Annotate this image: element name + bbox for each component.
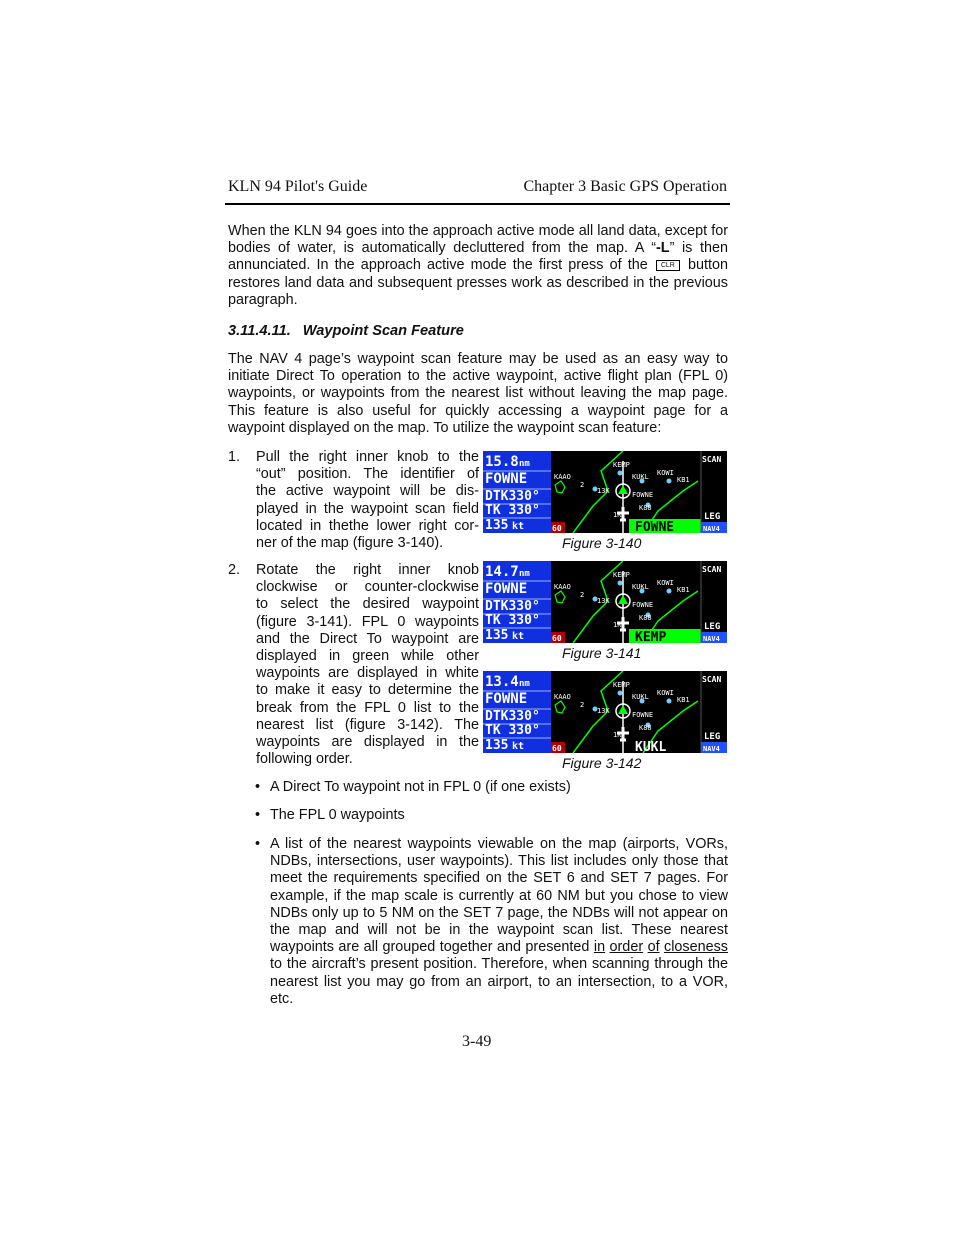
step-1-line: the active waypoint will be dis- [256,483,479,500]
distance-readout: 13.4 [485,674,519,690]
bullet-fpl0: The FPL 0 waypoints [270,807,405,823]
tk-readout: TK 330° [485,723,540,738]
map-label: KAAO [554,473,571,481]
map-label: 13K [597,597,610,605]
map-scale: 60 [552,524,562,533]
intro-bold-annunciation: -L [655,240,670,257]
map-label: 13K [597,487,610,495]
leg-label: LEG [704,732,721,742]
step-2-line: nearest list (figure 3-142). The [256,716,479,733]
map-label: FOWNE [632,601,654,609]
figure-3-141-screen [483,561,727,643]
tk-readout: TK 330° [485,503,540,518]
map-label: 1K [613,731,622,739]
map-label: KUKL [632,583,649,591]
map-label: 2 [580,591,585,599]
step-2-line: waypoints are displayed in the [256,734,479,751]
map-label: KOWI [657,469,674,477]
groundspeed-readout: 135 [485,738,509,753]
airport-icon [618,581,623,586]
dtk-readout: DTK330° [485,709,540,724]
airport-icon [667,479,672,484]
header-left-title: KLN 94 Pilot's Guide [228,178,368,195]
underlined-word: closeness [664,939,729,956]
distance-readout: 14.7 [485,564,519,580]
map-label: KOWI [657,579,674,587]
map-label: KB1 [677,696,690,704]
figure-3-141-caption: Figure 3-141 [562,645,642,661]
groundspeed-unit: kt [512,521,525,532]
map-label: KOWI [657,689,674,697]
map-label: K88 [639,724,652,732]
map-label: KAAO [554,693,571,701]
scan-field-value: FOWNE [635,520,675,533]
step-2-line: following order. [256,751,353,768]
map-label: KEMP [613,461,630,469]
distance-unit: nm [519,679,530,689]
header-rule [225,203,730,205]
intro-paragraph [228,223,728,309]
nav-page-label: NAV4 [703,745,720,753]
header-chapter-title: Chapter 3 Basic GPS Operation [523,178,727,195]
scan-label: SCAN [702,565,722,574]
nav-page-label: NAV4 [703,635,720,643]
map-label: K88 [639,614,652,622]
map-label: KUKL [632,473,649,481]
map-label: 2 [580,481,585,489]
underlined-word: of [647,939,660,956]
step-2-line: and the Direct To waypoint are [256,630,479,647]
step-2-text [256,562,479,768]
map-label: K88 [639,504,652,512]
dtk-readout: DTK330° [485,489,540,504]
bullet-dot: • [255,779,261,795]
map-label: FOWNE [632,491,654,499]
groundspeed-unit: kt [512,631,525,642]
figure-3-140-screen [483,451,727,533]
dtk-readout: DTK330° [485,599,540,614]
airport-icon [618,691,623,696]
page-number: 3-49 [462,1033,492,1050]
bullet-dot: • [255,836,261,852]
intro-text-3: button restores land data and subsequent presses work as described in the previous paragraph. [228,257,728,308]
step-2-line: to make it easy to determine the [256,682,479,699]
map-scale: 60 [552,744,562,753]
groundspeed-unit: kt [512,741,525,752]
step-1-line: Pull the right inner knob to the [256,449,479,465]
step-2-line: clockwise or counter-clockwise [256,579,479,596]
step-2-line: Rotate the right inner knob [256,562,479,578]
nav-page-label: NAV4 [703,525,720,533]
scan-field-value: KUKL [635,740,667,753]
section-heading [228,323,464,339]
bullet-nearest-list [270,836,728,1008]
step-1-number: 1. [228,449,241,465]
map-label: 1K [613,621,622,629]
step-2-line: to select the desired waypoint [256,596,479,613]
intro-text-1: When the KLN 94 goes into the approach active mode all land data, except for bodies of water, is automatically decluttered from the map. A “ [228,223,728,257]
map-label: FOWNE [632,711,654,719]
map-label: KEMP [613,681,630,689]
airport-icon [667,699,672,704]
scan-label: SCAN [702,455,722,464]
section-title: Waypoint Scan Feature [302,323,464,339]
distance-readout: 15.8 [485,454,519,470]
section-intro-paragraph: The NAV 4 page’s waypoint scan feature may be used as an easy way to initiate Direct To operation to the active waypoint, active flight plan (FPL 0) waypoints, or waypoints from the nearest list without leaving the map page. This feature is also useful for quickly accessing a waypoint page for a waypoint displayed on the map. To utilize the waypoint scan feature: [228,351,728,436]
figure-3-142-screen [483,671,727,753]
airport-icon [667,589,672,594]
leg-label: LEG [704,512,721,522]
step-2-line: displayed in green while other [256,648,479,665]
underlined-word: order [609,939,644,956]
section-number: 3.11.4.11. [228,323,291,339]
map-label: KEMP [613,571,630,579]
map-scale: 60 [552,634,562,643]
step-2-line: waypoints are displayed in white [256,665,479,682]
map-label: KUKL [632,693,649,701]
bullet-direct-to: A Direct To waypoint not in FPL 0 (if one exists) [270,779,571,795]
map-label: KB1 [677,586,690,594]
bullet-nearest-text-a: A list of the nearest waypoints viewable on the map (airports, VORs, NDBs, intersections, user waypoints). This list includes only those that meet the requirements specified on the SET 6 and SET 7 pages. For example, if the map scale is currently at 60 NM but you chose to view NDBs only up to 5 NM on the SET 7 page, the NDBs will not appear on the map and will not be in the waypoint scan list. These nearest waypoints are all grouped together and presented [270,836,728,956]
bullet-dot: • [255,807,261,823]
scan-field-value: KEMP [635,630,667,643]
step-2-line: (figure 3-141). FPL 0 waypoints [256,613,479,630]
airport-icon [618,471,623,476]
map-label: 1K [613,511,622,519]
figure-3-140-caption: Figure 3-140 [562,535,642,551]
distance-unit: nm [519,569,530,579]
figure-3-142-caption: Figure 3-142 [562,755,642,771]
map-label: KAAO [554,583,571,591]
active-waypoint-readout: FOWNE [485,691,528,707]
step-1-line: “out” position. The identifier of [256,466,479,483]
scan-label: SCAN [702,675,722,684]
step-1-line: located in thethe lower right cor- [256,517,479,534]
distance-unit: nm [519,459,530,469]
clr-key-icon: CLR [656,260,680,271]
step-2-line: break from the FPL 0 list to the [256,699,479,716]
active-waypoint-readout: FOWNE [485,581,528,597]
step-1-line: played in the waypoint scan field [256,500,479,517]
map-label: 13K [597,707,610,715]
underlined-word: in [593,939,606,956]
leg-label: LEG [704,622,721,632]
tk-readout: TK 330° [485,613,540,628]
intro-text-2: ” is then annunciated. In the approach active mode the first press of the [228,240,728,274]
bullet-nearest-text-b: to the aircraft’s present position. Therefore, when scanning through the nearest list you may go from an airport, to an intersection, to a VOR, etc. [270,956,728,1007]
step-1-line: ner of the map (figure 3-140). [256,535,444,552]
groundspeed-readout: 135 [485,628,509,643]
map-label: 2 [580,701,585,709]
groundspeed-readout: 135 [485,518,509,533]
step-1-text [256,449,479,552]
map-label: KB1 [677,476,690,484]
step-2-number: 2. [228,562,241,578]
active-waypoint-readout: FOWNE [485,471,528,487]
